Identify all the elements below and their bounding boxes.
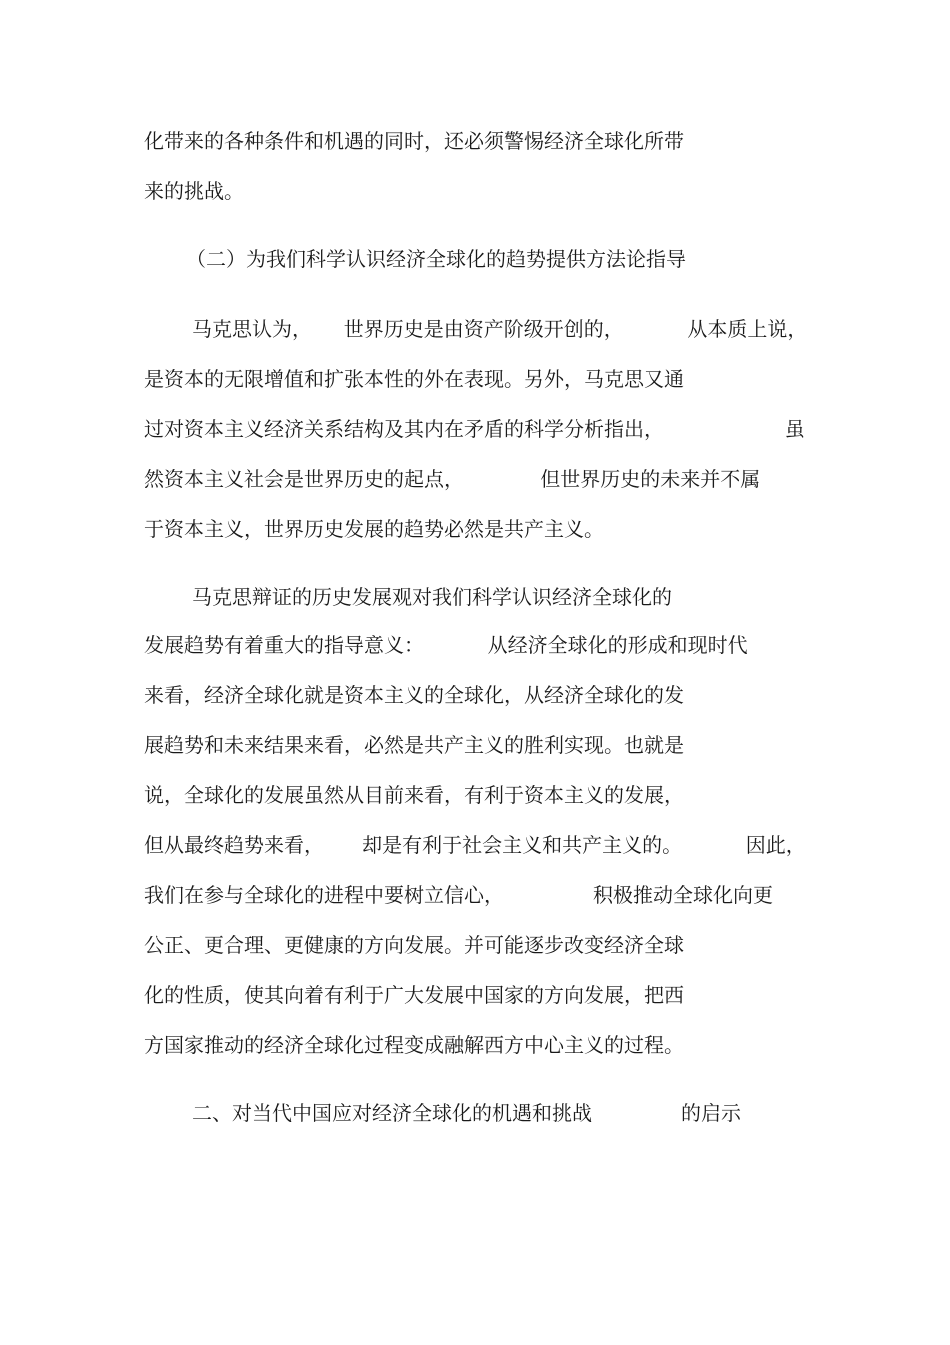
paragraph-line: 但从最终趋势来看， 却是有利于社会主义和共产主义的。 因此， [144,833,806,857]
paragraph-line: 于资本主义，世界历史发展的趋势必然是共产主义。 [144,517,604,541]
section-heading: （二）为我们科学认识经济全球化的趋势提供方法论指导 [186,247,686,271]
paragraph-line: 发展趋势有着重大的指导意义： 从经济全球化的形成和现时代 [144,633,748,657]
paragraph-line: 过对资本主义经济关系结构及其内在矛盾的科学分析指出， 虽 [144,417,805,441]
section-heading: 二、对当代中国应对经济全球化的机遇和挑战 的启示 [192,1101,742,1125]
paragraph-line: 说，全球化的发展虽然从目前来看，有利于资本主义的发展， [144,783,684,807]
paragraph-line: 我们在参与全球化的进程中要树立信心， 积极推动全球化向更 [144,883,774,907]
paragraph-line: 化的性质，使其向着有利于广大发展中国家的方向发展，把西 [144,983,684,1007]
paragraph-line: 公正、更合理、更健康的方向发展。并可能逐步改变经济全球 [144,933,684,957]
paragraph-line: 然资本主义社会是世界历史的起点， 但世界历史的未来并不属 [144,467,761,491]
paragraph-line: 是资本的无限增值和扩张本性的外在表现。另外，马克思又通 [144,367,684,391]
paragraph-line: 方国家推动的经济全球化过程变成融解西方中心主义的过程。 [144,1033,684,1057]
paragraph-line: 马克思认为， 世界历史是由资产阶级开创的， 从本质上说， [192,317,808,341]
paragraph-line: 来看，经济全球化就是资本主义的全球化，从经济全球化的发 [144,683,684,707]
paragraph-line: 来的挑战。 [144,179,244,203]
paragraph-line: 展趋势和未来结果来看，必然是共产主义的胜利实现。也就是 [144,733,684,757]
paragraph-line: 马克思辩证的历史发展观对我们科学认识经济全球化的 [192,585,672,609]
paragraph-line: 化带来的各种条件和机遇的同时，还必须警惕经济全球化所带 [144,129,684,153]
